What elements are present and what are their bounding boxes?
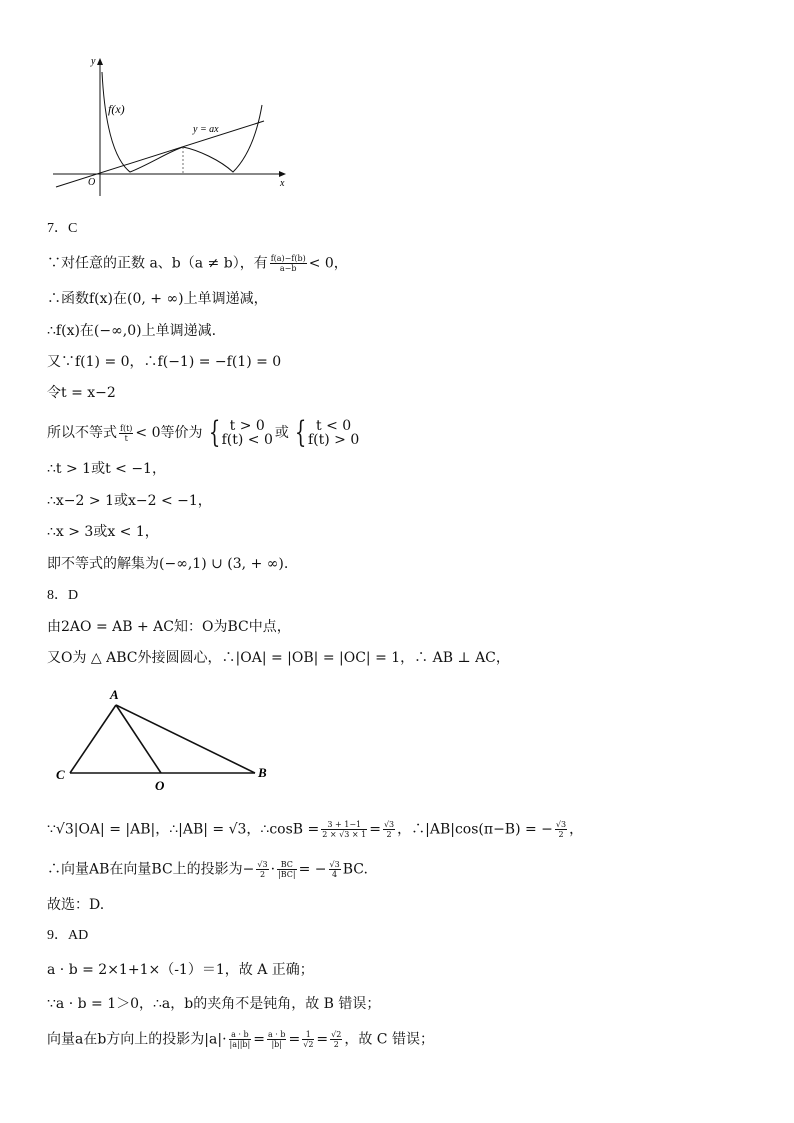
q7-line-6: 所以不等式 $\frac{f(t)}{t}$ < 0等价为 { t > 0 f(t) < 0 或 { t < 0 f(t) > 0 (47, 415, 360, 450)
y-axis-label: y (91, 56, 96, 67)
q9-line-1: a · b = 2×1+1×（-1）＝1，故 A 正确； (47, 962, 314, 978)
x-axis-label: x (280, 178, 285, 189)
q7-line-2: ∴函数f(x)在(0, + ∞)上单调递减， (47, 291, 268, 307)
q7-line-10: 即不等式的解集为(−∞,1) ∪ (3, + ∞). (47, 556, 289, 572)
q7-label: 7．C (47, 221, 78, 236)
q8-label: 8．D (47, 588, 79, 603)
system-2: { t < 0 f(t) > 0 (294, 415, 360, 450)
triangle-figure (50, 685, 290, 795)
q7-line-1: ∵对任意的正数 a、b（a ≠ b），有 $\frac{f(a)-f(b)}{a-b}$ < 0， (47, 254, 348, 273)
q7-line-3: ∴f(x)在(−∞,0)上单调递减. (47, 323, 217, 339)
vertex-a: A (110, 687, 119, 702)
vertex-c: C (56, 767, 65, 782)
q9-line-3: 向量a在b方向上的投影为|a|· $\frac{a \cdot b}{|a||b|}$ = $\frac{a \cdot b}{|b|}$ = $\frac{1}{√2}$ = $\frac{√2}{2}$ ，故 C 错误； (47, 1030, 434, 1049)
curve-fx (102, 72, 262, 172)
q7-line-5: 令t = x−2 (47, 385, 116, 401)
q8-line-4: ∴向量AB在向量BC上的投影为− $\frac{√3}{2}$ · $\frac{BC}{|BC|}$ = − $\frac{√3}{4}$ BC. (47, 860, 368, 879)
system-1: { t > 0 f(t) < 0 (208, 415, 273, 450)
q7-line-9: ∴x > 3或x < 1， (47, 524, 159, 540)
line-label: y = ax (193, 124, 219, 135)
function-graph (50, 50, 310, 200)
y-axis-arrow (97, 58, 103, 65)
q7-line-7: ∴t > 1或t < −1， (47, 461, 166, 477)
vertex-b: B (258, 765, 267, 780)
q7-line-8: ∴x−2 > 1或x−2 < −1， (47, 493, 212, 509)
q8-line-1: 由2AO = AB + AC知：O为BC中点， (47, 619, 291, 635)
q8-line-5: 故选：D. (47, 897, 105, 913)
q7-line-4: 又∵f(1) = 0，∴f(−1) = −f(1) = 0 (47, 354, 282, 370)
q9-line-2: ∵a · b = 1＞0，∴a，b的夹角不是钝角，故 B 错误； (47, 996, 381, 1012)
q9-label: 9．AD (47, 928, 89, 943)
q8-line-3: ∵√3|OA| = |AB|，∴|AB| = √3，∴cosB = $\frac{3 + 1-1}{2 \times √3 \times 1}$ = $\frac{√3}{2}$ ，∴|AB|cos(π−B) = − $\frac{√3}{2}$ ， (47, 820, 584, 839)
point-o: O (155, 778, 165, 793)
origin-label: O (88, 177, 96, 188)
x-axis-arrow (279, 171, 286, 177)
q8-line-2: 又O为 △ ABC外接圆圆心，∴|OA| = |OB| = |OC| = 1，∴ AB ⊥ AC， (47, 650, 510, 666)
curve-label: f(x) (108, 102, 125, 116)
